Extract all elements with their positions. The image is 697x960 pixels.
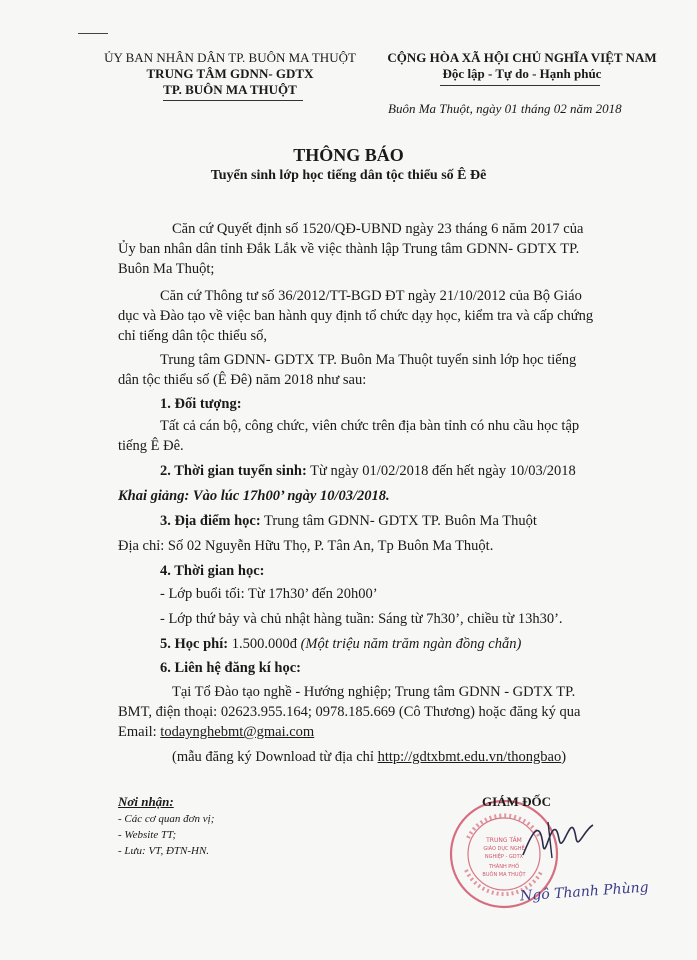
p2-line2: dục và Đào tạo về việc ban hành quy định tổ chức dạy học, kiểm tra và cấp chứng bbox=[118, 308, 594, 324]
section5-heading: 5. Học phí: bbox=[160, 636, 229, 652]
section6-line2: BMT, điện thoại: 02623.955.164; 0978.185.669 (Cô Thương) hoặc đăng ký qua bbox=[118, 704, 581, 720]
signer-name: Ngô Thanh Phùng bbox=[519, 879, 650, 905]
issuer-header bbox=[100, 50, 360, 98]
download-end: ) bbox=[561, 749, 567, 765]
section1-heading: 1. Đối tượng: bbox=[160, 396, 242, 412]
opening-date: Khai giảng: Vào lúc 17h00’ ngày 10/03/2018. bbox=[118, 488, 390, 504]
handwritten-signature bbox=[518, 810, 598, 870]
section2-heading: 2. Thời gian tuyển sinh: bbox=[160, 463, 307, 479]
recipient-item: - Lưu: VT, ĐTN-HN. bbox=[118, 845, 210, 857]
recipient-item: - Website TT; bbox=[118, 829, 177, 841]
issuer-line3: TP. BUÔN MA THUỘT bbox=[163, 82, 297, 97]
section4-line2: - Lớp thứ bảy và chủ nhật hàng tuần: Sáng từ 7h30’, chiều từ 13h30’. bbox=[160, 611, 563, 627]
section3-heading: 3. Địa điểm học: bbox=[160, 513, 261, 529]
section6-line1: Tại Tổ Đào tạo nghề - Hướng nghiệp; Trung tâm GDNN - GDTX TP. bbox=[172, 684, 576, 700]
p2-line1: Căn cứ Thông tư số 36/2012/TT-BGD ĐT ngày 21/10/2012 của Bộ Giáo bbox=[160, 288, 582, 304]
svg-text:TRUNG TÂM: TRUNG TÂM bbox=[486, 837, 522, 844]
section3-address: Địa chỉ: Số 02 Nguyễn Hữu Thọ, P. Tân An, Tp Buôn Ma Thuột. bbox=[118, 538, 494, 554]
section2-text: Từ ngày 01/02/2018 đến hết ngày 10/03/2018 bbox=[306, 463, 576, 479]
top-mark bbox=[78, 33, 108, 34]
issuer-underline bbox=[163, 100, 303, 101]
section4-heading: 4. Thời gian học: bbox=[160, 563, 265, 579]
section5-words: (Một triệu năm trăm ngàn đồng chẵn) bbox=[300, 636, 522, 652]
section1-line1: Tất cả cán bộ, công chức, viên chức trên địa bàn tỉnh có nhu cầu học tập bbox=[160, 418, 580, 434]
svg-text:BUÔN MA THUỘT: BUÔN MA THUỘT bbox=[482, 872, 526, 878]
section5-amount: 1.500.000đ bbox=[228, 636, 301, 652]
issue-date: Buôn Ma Thuột, ngày 01 tháng 02 năm 2018 bbox=[388, 101, 622, 116]
p1-line1: Căn cứ Quyết định số 1520/QĐ-UBND ngày 23 tháng 6 năm 2017 của bbox=[172, 221, 584, 237]
p1-line2: Ủy ban nhân dân tỉnh Đắk Lắk về việc thành lập Trung tâm GDNN- GDTX TP. bbox=[118, 241, 580, 257]
svg-text:THÀNH PHỐ: THÀNH PHỐ bbox=[488, 864, 520, 870]
national-header bbox=[372, 50, 672, 82]
national-motto: Độc lập - Tự do - Hạnh phúc bbox=[442, 66, 602, 81]
signer-position: GIÁM ĐỐC bbox=[482, 794, 551, 809]
p2-line3: chỉ tiếng dân tộc thiểu số, bbox=[118, 328, 267, 344]
p1-line3: Buôn Ma Thuột; bbox=[118, 261, 215, 277]
national-line1: CỘNG HÒA XÃ HỘI CHỦ NGHĨA VIỆT NAM bbox=[387, 50, 657, 65]
email-label: Email: bbox=[118, 724, 161, 740]
document-title: THÔNG BÁO bbox=[293, 145, 404, 165]
email-link[interactable]: todaynghebmt@gmai.com bbox=[160, 724, 315, 740]
motto-underline bbox=[440, 85, 600, 86]
p3-line1: Trung tâm GDNN- GDTX TP. Buôn Ma Thuột tuyển sinh lớp học tiếng bbox=[160, 352, 577, 368]
download-label: (mẫu đăng ký Download từ địa chỉ bbox=[172, 749, 378, 765]
section4-line1: - Lớp buổi tối: Từ 17h30’ đến 20h00’ bbox=[160, 586, 378, 602]
issuer-line2: TRUNG TÂM GDNN- GDTX bbox=[146, 66, 314, 81]
download-link[interactable]: http://gdtxbmt.edu.vn/thongbao bbox=[377, 749, 562, 765]
recipients-title: Nơi nhận: bbox=[118, 794, 174, 809]
section3 bbox=[160, 513, 537, 530]
download-line bbox=[172, 749, 566, 766]
section6-heading: 6. Liên hệ đăng kí học: bbox=[160, 660, 301, 676]
recipient-item: - Các cơ quan đơn vị; bbox=[118, 813, 215, 825]
section5 bbox=[160, 636, 521, 653]
p3-line2: dân tộc thiểu số (Ê Đê) năm 2018 như sau: bbox=[118, 372, 367, 388]
svg-text:GIÁO DỤC NGHỀ: GIÁO DỤC NGHỀ bbox=[483, 846, 525, 852]
section2 bbox=[160, 463, 576, 480]
section6-email-line bbox=[118, 724, 314, 741]
issuer-line1: ỦY BAN NHÂN DÂN TP. BUÔN MA THUỘT bbox=[104, 50, 356, 65]
document-subtitle: Tuyển sinh lớp học tiếng dân tộc thiểu số Ê Đê bbox=[210, 168, 487, 183]
section1-line2: tiếng Ê Đê. bbox=[118, 438, 184, 454]
svg-text:NGHIỆP - GDTX: NGHIỆP - GDTX bbox=[484, 854, 524, 860]
section3-text: Trung tâm GDNN- GDTX TP. Buôn Ma Thuột bbox=[260, 513, 537, 529]
